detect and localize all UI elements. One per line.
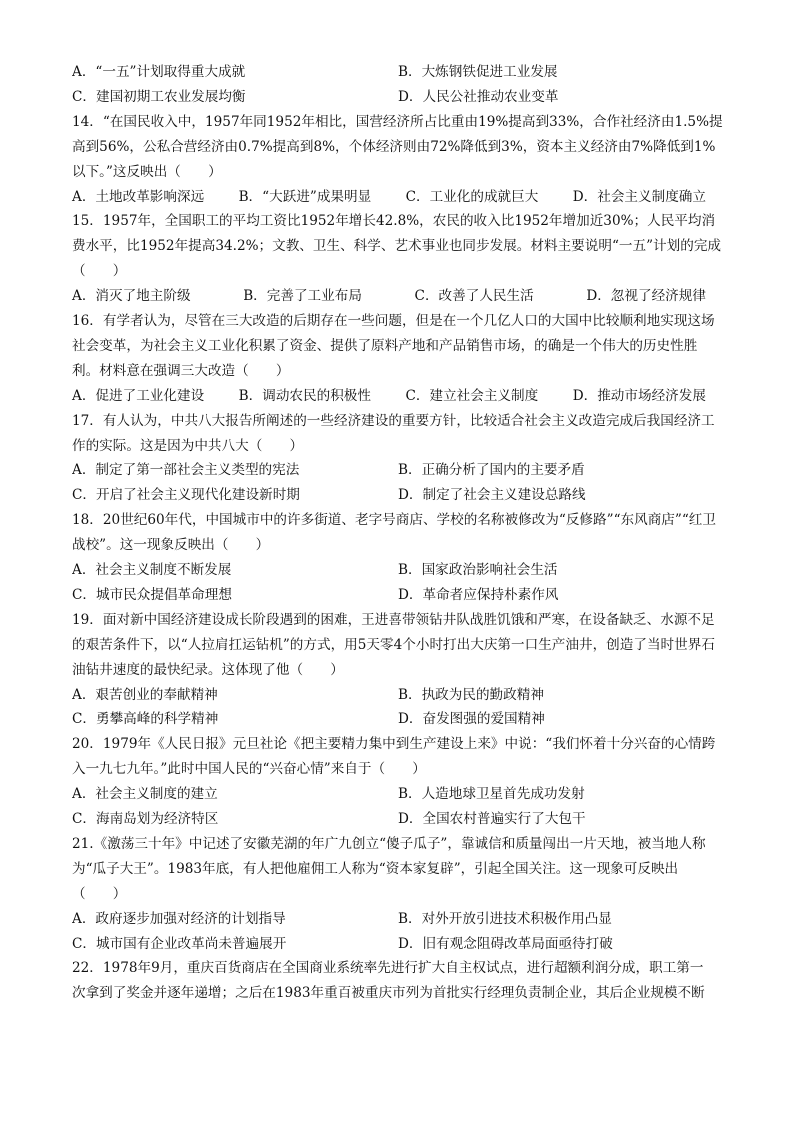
question-21-options — [72, 932, 724, 957]
question-17-stem: 17．有人认为，中共八大报告所阐述的一些经济建设的重要方针，比较适合社会主义改造完成后我国经济工作的实际。这是因为中共八大（ ） — [72, 412, 715, 454]
option-a: A．土地改革影响深远 — [72, 188, 205, 205]
option-a: A．消灭了地主阶级 — [72, 288, 191, 305]
option-c: C．建立社会主义制度 — [405, 387, 539, 404]
option-c: C．城市国有企业改革尚未普遍展开 — [72, 935, 287, 952]
option-a: A．政府逐步加强对经济的计划指导 — [72, 910, 286, 927]
option-d: D．忽视了经济规律 — [586, 288, 706, 305]
option-d: D．人民公社推动农业变革 — [398, 88, 559, 105]
option-d: D．全国农村普遍实行了大包干 — [398, 811, 586, 827]
question-15-stem: 15．1957年，全国职工的平均工资比1952年增长42.8%，农民的收入比1952年增加近30%；人民平均消费水平，比1952年提高34.2%；文教、卫生、科学、艺术事业也同步发展。材料主要说明“一五”计划的完成（ ） — [72, 213, 722, 280]
option-b: B．“大跃进”成果明显 — [238, 188, 372, 205]
question-19-options — [72, 683, 724, 708]
question-17-options — [72, 458, 724, 483]
options-top — [72, 60, 724, 85]
option-c: C．改善了人民生活 — [414, 288, 534, 305]
option-d: D．推动市场经济发展 — [572, 387, 706, 404]
option-b: B．执政为民的勤政精神 — [398, 686, 544, 703]
question-20-options — [72, 807, 724, 832]
question-18-options — [72, 558, 724, 583]
question-21-options — [72, 907, 724, 932]
question-22-line: 次拿到了奖金并逐年递增；之后在1983年重百被重庆市列为首批实行经理负责制企业，其后企业规模不断 — [72, 985, 705, 1002]
options-top — [72, 85, 724, 110]
question-17-options — [72, 483, 724, 508]
question-14-stem: 14．“在国民收入中，1957年同1952年相比，国营经济所占比重由19%提高到33%，合作社经济由1.5%提高到56%，公私合营经济由0.7%提高到8%，个体经济则由72%降低到3%，资本主义经济由7%降低到1%以下。”这反映出（ ） — [72, 113, 723, 180]
question-20-stem: 20．1979年《人民日报》元旦社论《把主要精力集中到生产建设上来》中说：“我们怀着十分兴奋的心情跨入一九七九年。”此时中国人民的“兴奋心情”来自于（ ） — [72, 736, 716, 778]
option-d: D．社会主义制度确立 — [572, 188, 706, 205]
question-16-stem: 16．有学者认为，尽管在三大改造的后期存在一些问题，但是在一个几亿人口的大国中比较顺利地实现这场社会变革，为社会主义工业化积累了资金、提供了原料产地和产品销售市场，的确是一个伟大的历史性胜利。材料意在强调三大改造（ ） — [72, 313, 715, 379]
question-20-options — [72, 782, 724, 807]
document-page — [72, 60, 724, 1006]
question-16-options — [72, 384, 724, 409]
option-d: D．革命者应保持朴素作风 — [398, 586, 559, 603]
question-19-options — [72, 707, 724, 732]
option-c: C．勇攀高峰的科学精神 — [72, 711, 219, 728]
option-c: C．开启了社会主义现代化建设新时期 — [72, 487, 300, 504]
question-18-stem: 18．20世纪60年代，中国城市中的许多街道、老字号商店、学校的名称被修改为“反修路”“东风商店”“红卫战校”。这一现象反映出（ ） — [72, 512, 716, 554]
option-c: C．建国初期工农业发展均衡 — [72, 88, 246, 105]
option-a: A．“一五”计划取得重大成就 — [72, 64, 246, 80]
question-22-line: 22．1978年9月，重庆百货商店在全国商业系统率先进行扩大自主权试点，进行超额利润分成，职工第一 — [72, 960, 704, 977]
option-b: B．正确分析了国内的主要矛盾 — [398, 462, 585, 479]
option-a: A．艰苦创业的奉献精神 — [72, 686, 218, 703]
option-b: B．大炼钢铁促进工业发展 — [398, 64, 558, 80]
option-d: D．奋发图强的爱国精神 — [398, 711, 545, 728]
option-a: A．社会主义制度不断发展 — [72, 562, 232, 579]
option-a: A．社会主义制度的建立 — [72, 786, 218, 803]
option-b: B．完善了工业布局 — [243, 288, 362, 305]
option-b: B．调动农民的积极性 — [238, 387, 371, 404]
option-a: A．制定了第一部社会主义类型的宪法 — [72, 462, 300, 479]
question-19-stem: 19．面对新中国经济建设成长阶段遇到的困难，王进喜带领钻井队战胜饥饿和严寒，在设备缺乏、水源不足的艰苦条件下，以“人拉肩扛运钻机”的方式，用5天零4个小时打出大庆第一口生产油井，创造了当时世界石油钻井速度的最快纪录。这体现了他（ ） — [72, 611, 715, 678]
option-b: B．对外开放引进技术积极作用凸显 — [398, 910, 612, 927]
option-b: B．国家政治影响社会生活 — [398, 562, 558, 579]
question-15-options — [72, 284, 724, 309]
question-21-stem: 21.《激荡三十年》中记述了安徽芜湖的年广九创立“傻子瓜子”，靠诚信和质量闯出一片天地，被当地人称为“瓜子大王”。1983年底，有人把他雇佣工人称为“资本家复辟”，引起全国关注。这一现象可反映出（ ） — [72, 835, 706, 902]
option-c: C．工业化的成就巨大 — [405, 188, 539, 205]
question-18-options — [72, 583, 724, 608]
option-c: C．城市民众提倡革命理想 — [72, 586, 232, 603]
question-14-options — [72, 185, 724, 210]
option-d: D．旧有观念阻碍改革局面亟待打破 — [398, 935, 613, 952]
option-a: A．促进了工业化建设 — [72, 387, 205, 404]
option-d: D．制定了社会主义建设总路线 — [398, 487, 586, 504]
option-b: B．人造地球卫星首先成功发射 — [398, 786, 585, 803]
option-c: C．海南岛划为经济特区 — [72, 811, 219, 827]
